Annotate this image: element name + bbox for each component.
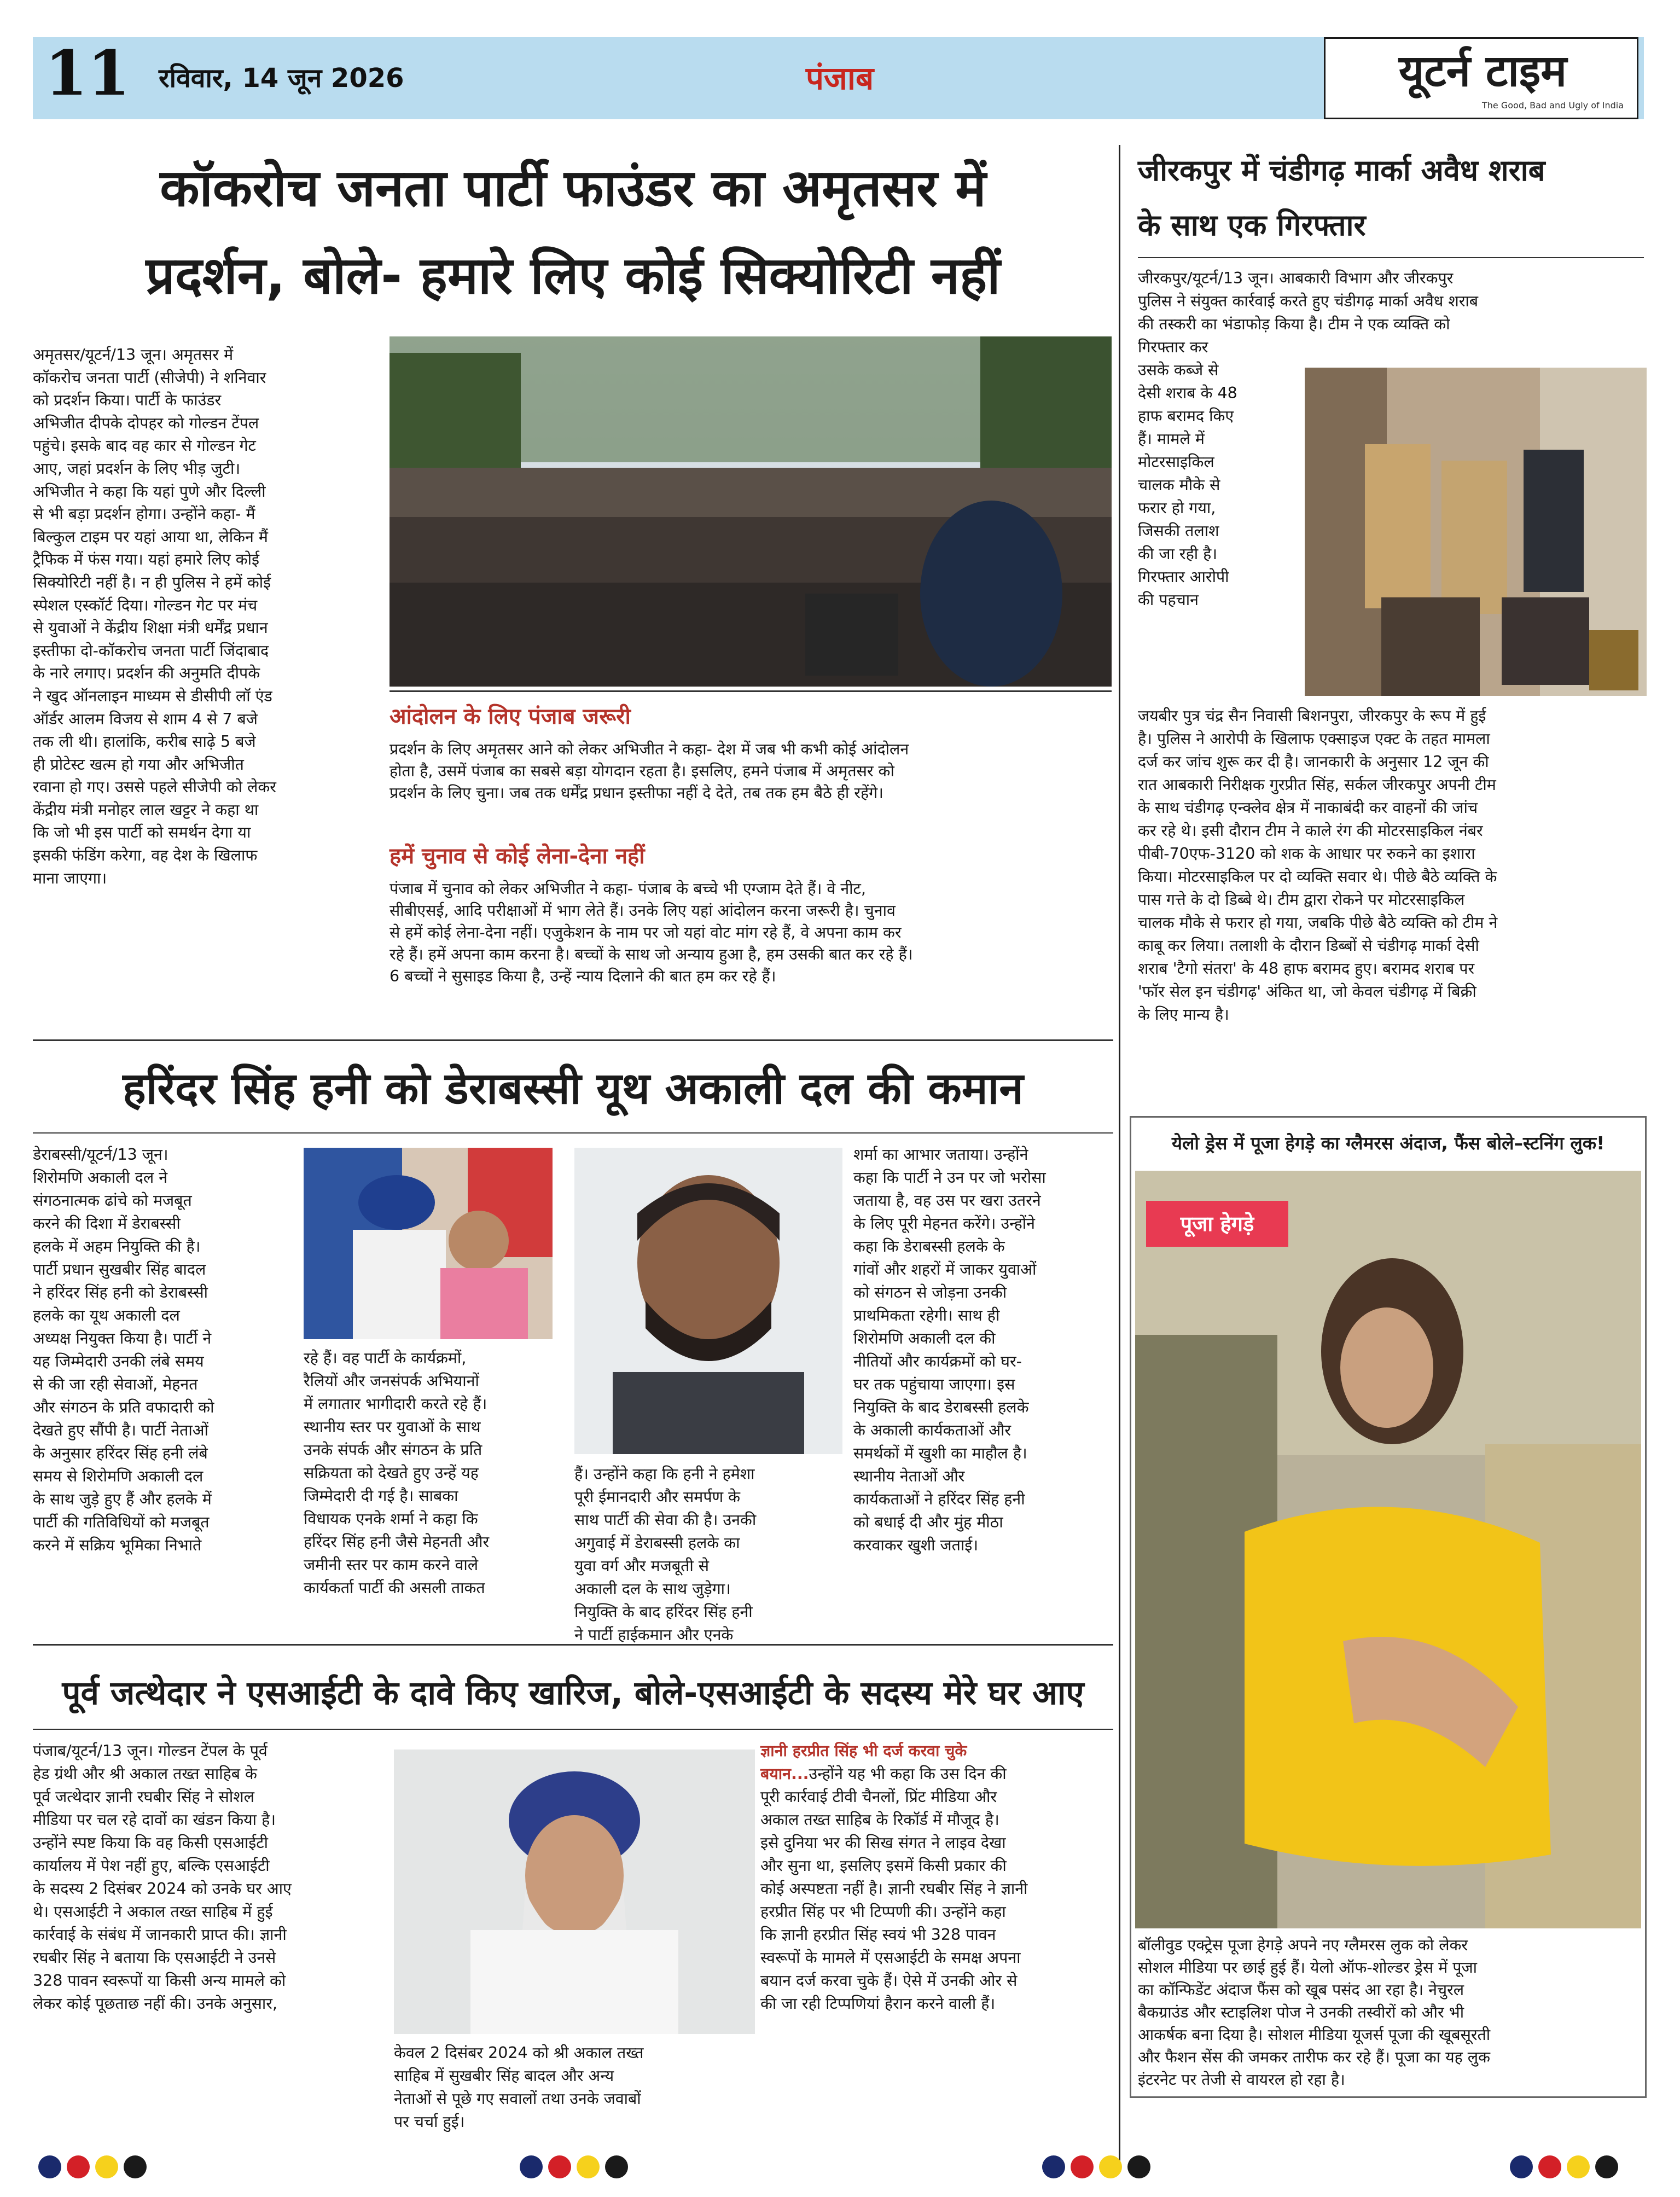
- story5-headline: पूर्व जत्थेदार ने एसआईटी के दावे किए खारिज, बोले-एसआईटी के सदस्य मेरे घर आए: [62, 1674, 1084, 1712]
- story2-narrow: [1138, 336, 1297, 612]
- text-line: हलके में अहम नियुक्ति की है।: [33, 1237, 201, 1256]
- text-line: अभिजीत दीपके दोपहर को गोल्डन टेंपल: [33, 414, 259, 432]
- text-line: जयबीर पुत्र चंद्र सैन निवासी बिशनपुरा, जीरकपुर के रूप में हुई: [1138, 707, 1486, 725]
- text-line: पार्टी प्रधान सुखबीर सिंह बादल: [33, 1260, 206, 1278]
- text-line: माना जाएगा।: [33, 869, 107, 887]
- text-line: ने हरिंदर सिंह हनी को डेराबस्सी: [33, 1283, 208, 1301]
- text-line: डेराबस्सी/यूटर्न/13 जून।: [33, 1146, 168, 1164]
- text-line: तक ली थी। हालांकि, करीब साढ़े 5 बजे: [33, 733, 256, 751]
- text-line: पूरी ईमानदारी और समर्पण के: [574, 1488, 741, 1506]
- story1-col1: [33, 344, 377, 890]
- story5-col3-lead-rest: उन्होंने यह भी कहा कि उस दिन की: [809, 1765, 1007, 1783]
- yellow-dot: [577, 2155, 600, 2178]
- text-line: से की जा रही सेवाओं, मेहनत: [33, 1375, 198, 1393]
- text-line: साथ पार्टी की सेवा की है। उनकी: [574, 1511, 757, 1529]
- text-line: गिरफ्तार आरोपी: [1138, 568, 1229, 586]
- story1-subhead1: आंदोलन के लिए पंजाब जरूरी: [390, 704, 631, 729]
- text-line: के नारे लगाए। प्रदर्शन की अनुमति दीपके: [33, 664, 260, 683]
- story5-jathedar-photo: [394, 1750, 755, 2034]
- text-line: ही प्रोटेस्ट खत्म हो गया और अभिजीत: [33, 755, 244, 774]
- text-line: है। पुलिस ने आरोपी के खिलाफ एक्साइज एक्ट के तहत मामला: [1138, 730, 1490, 748]
- text-line: के सदस्य 2 दिसंबर 2024 को उनके घर आए: [33, 1880, 292, 1898]
- text-line: 6 बच्चों ने सुसाइड किया है, उन्हें न्याय दिलाने की बात हम कर रहे हैं।: [390, 967, 776, 985]
- text-line: हेड ग्रंथी और श्री अकाल तख्त साहिब के: [33, 1765, 257, 1783]
- text-line: रहे हैं। हमें अपना काम करना है। बच्चों के साथ जो अन्याय हुआ है, हम उसकी बात कर रहे हैं।: [390, 945, 913, 963]
- text-line: होता है, उसमें पंजाब का सबसे बड़ा योगदान रहता है। इसलिए, हमने पंजाब में अमृतसर को: [390, 762, 894, 780]
- text-line: इसकी फंडिंग करेगा, वह देश के खिलाफ: [33, 846, 258, 865]
- story5-col3-lead: [760, 1740, 1113, 1763]
- text-line: कॉकरोच जनता पार्टी (सीजेपी) ने शनिवार: [33, 368, 266, 387]
- text-line: को प्रदर्शन किया। पार्टी के फाउंडर: [33, 391, 222, 410]
- text-line: शर्मा का आभार जताया। उन्होंने: [853, 1146, 1028, 1164]
- story5-col2: [394, 2042, 755, 2134]
- text-line: के अनुसार हरिंदर सिंह हनी लंबे: [33, 1444, 208, 1462]
- text-line: अध्यक्ष नियुक्त किया है। पार्टी ने: [33, 1329, 212, 1347]
- story2-headline-rule: [1138, 257, 1644, 258]
- section-name: पंजाब: [805, 60, 874, 97]
- text-line: चालक मौके से फरार हो गया, जबकि पीछे बैठे व्यक्ति को टीम ने: [1138, 914, 1498, 932]
- text-line: कि जो भी इस पार्टी को समर्थन देगा या: [33, 823, 251, 842]
- text-line: कार्यकर्ता पार्टी की असली ताकत: [304, 1579, 485, 1597]
- text-line: कर रहे थे। इसी दौरान टीम ने काले रंग की मोटरसाइकिल नंबर: [1138, 822, 1483, 840]
- text-line: मीडिया पर चल रहे दावों का खंडन किया है।: [33, 1811, 276, 1829]
- text-line: बॉलीवुड एक्ट्रेस पूजा हेगड़े अपने नए ग्लैमरस लुक को लेकर: [1138, 1936, 1468, 1954]
- text-line: हरप्रीत सिंह पर भी टिप्पणी की। उन्होंने कहा: [760, 1903, 1006, 1921]
- text-line: गांवों और शहरों में जाकर युवाओं: [853, 1260, 1037, 1278]
- story2-headline-line2: के साथ एक गिरफ्तार: [1138, 208, 1366, 242]
- navy-dot: [1510, 2155, 1533, 2178]
- text-line: बैकग्राउंड और स्टाइलिश पोज ने उनकी तस्वीरों को और भी: [1138, 2003, 1464, 2021]
- text-line: हैं। मामले में: [1138, 430, 1205, 448]
- text-line: की जा रही है।: [1138, 545, 1218, 563]
- text-line: कि ज्ञानी हरप्रीत सिंह स्वयं भी 328 पावन: [760, 1926, 996, 1944]
- story4-body: [1138, 1934, 1638, 2091]
- text-line: सक्रियता को देखते हुए उन्हें यह: [304, 1464, 479, 1482]
- story3-headline-rule: [33, 1132, 1113, 1134]
- text-line: विधायक एनके शर्मा ने कहा कि: [304, 1510, 478, 1528]
- story5-col3-lead-red2: बयान...: [760, 1765, 809, 1783]
- text-line: इस्तीफा दो-कॉकरोच जनता पार्टी जिंदाबाद: [33, 641, 269, 660]
- masthead-tagline: The Good, Bad and Ugly of India: [1482, 100, 1624, 111]
- story3-headline: हरिंदर सिंह हनी को डेराबस्सी यूथ अकाली दल की कमान: [123, 1063, 1024, 1114]
- story1-divider: [390, 690, 1112, 692]
- story4-actress-photo: [1135, 1171, 1641, 1928]
- text-line: फरार हो गया,: [1138, 499, 1216, 517]
- text-line: सोशल मीडिया पर छाई हुई हैं। येलो ऑफ-शोल्डर ड्रेस में पूजा: [1138, 1958, 1478, 1977]
- story2-bottom: [1138, 705, 1647, 1026]
- story1-headline-line1: कॉकरोच जनता पार्टी फाउंडर का अमृतसर में: [160, 159, 986, 218]
- text-line: की पहचान: [1138, 591, 1199, 609]
- story4-name-tag: पूजा हेगड़े: [1146, 1201, 1288, 1247]
- text-line: में लगातार भागीदारी करते रहे हैं।: [304, 1395, 487, 1413]
- color-dots-right-center: [1042, 2155, 1150, 2178]
- color-dots-right: [1510, 2155, 1618, 2178]
- text-line: करने में सक्रिय भूमिका निभाते: [33, 1536, 202, 1554]
- text-line: ट्रैफिक में फंस गया। यहां हमारे लिए कोई: [33, 550, 260, 569]
- text-line: प्रदर्शन के लिए चुना। जब तक धर्मेंद्र प्रधान इस्तीफा नहीं दे देते, तब तक हम बैठे ही रहेंगे।: [390, 784, 883, 802]
- column-divider: [1119, 145, 1120, 2172]
- text-line: से युवाओं ने केंद्रीय शिक्षा मंत्री धर्मेंद्र प्रधान: [33, 619, 268, 637]
- text-line: 'फॉर सेल इन चंडीगढ़' अंकित था, जो केवल चंडीगढ़ में बिक्री: [1138, 983, 1476, 1001]
- text-line: रघबीर सिंह ने बताया कि एसआईटी ने उनसे: [33, 1949, 276, 1967]
- story1-protest-photo: [390, 336, 1112, 687]
- red-dot: [1538, 2155, 1561, 2178]
- story2-headline-line1: जीरकपुर में चंडीगढ़ मार्का अवैध शराब: [1138, 153, 1545, 188]
- text-line: के अकाली कार्यकताओं और: [853, 1421, 1012, 1439]
- story1-sub2-body: [390, 878, 1112, 987]
- yellow-dot: [1567, 2155, 1590, 2178]
- text-line: पूरी कार्रवाई टीवी चैनलों, प्रिंट मीडिया और: [760, 1788, 997, 1806]
- text-line: के लिए मान्य है।: [1138, 1005, 1229, 1024]
- text-line: ने पार्टी हाईकमान और एनके: [574, 1626, 734, 1644]
- text-line: थे। एसआईटी ने अकाल तख्त साहिब में हुई: [33, 1903, 273, 1921]
- text-line: नियुक्ति के बाद डेराबस्सी हलके: [853, 1398, 1029, 1416]
- story3-honey-portrait: [574, 1148, 842, 1454]
- page-number: 11: [45, 38, 130, 109]
- text-line: कार्रवाई के संबंध में जानकारी प्राप्त की। ज्ञानी: [33, 1926, 287, 1944]
- text-line: हलके का यूथ अकाली दल: [33, 1306, 180, 1324]
- text-line: पीबी-70एफ-3120 को शक के आधार पर रुकने का इशारा: [1138, 845, 1475, 863]
- text-line: से हमें कोई लेना-देना नहीं। एजुकेशन के नाम पर जो यहां वोट मांग रहे हैं, वे अपना काम कर: [390, 923, 902, 941]
- story5-col3-lead-red: ज्ञानी हरप्रीत सिंह भी दर्ज करवा चुके: [760, 1742, 967, 1760]
- text-line: को संगठन से जोड़ना उनकी: [853, 1283, 1007, 1301]
- black-dot: [605, 2155, 628, 2178]
- text-line: लेकर कोई पूछताछ नहीं की। उनके अनुसार,: [33, 1995, 277, 2013]
- story2-top: [1138, 267, 1647, 336]
- text-line: को बधाई दी और मुंह मीठा: [853, 1513, 1003, 1531]
- text-line: की जा रही टिप्पणियां हैरान करने वाली हैं।: [760, 1995, 996, 2013]
- text-line: पार्टी की गतिविधियों को मजबूत: [33, 1513, 210, 1531]
- text-line: समर्थकों में खुशी का माहौल है।: [853, 1444, 1027, 1462]
- text-line: साहिब में सुखबीर सिंह बादल और अन्य: [394, 2067, 614, 2085]
- text-line: अकाली दल के साथ जुड़ेगा।: [574, 1580, 731, 1598]
- story1-sub1-body: [390, 739, 1112, 804]
- text-line: अमृतसर/यूटर्न/13 जून। अमृतसर में: [33, 346, 234, 364]
- story4-banner: येलो ड्रेस में पूजा हेगड़े का ग्लैमरस अंदाज, फैंस बोले–स्टनिंग लुक!: [1171, 1132, 1605, 1154]
- text-line: पर चर्चा हुई।: [394, 2113, 465, 2131]
- navy-dot: [1042, 2155, 1065, 2178]
- text-line: और फैशन सेंस की जमकर तारीफ कर रहे हैं। पूजा का यह लुक: [1138, 2048, 1491, 2066]
- story3-top-rule: [33, 1039, 1113, 1041]
- text-line: किया। मोटरसाइकिल पर दो व्यक्ति सवार थे। पीछे बैठे व्यक्ति के: [1138, 868, 1497, 886]
- story1-headline-line2: प्रदर्शन, बोले- हमारे लिए कोई सिक्योरिटी नहीं: [146, 246, 1001, 306]
- text-line: मोटरसाइकिल: [1138, 453, 1214, 471]
- text-line: देसी शराब के 48: [1138, 384, 1237, 402]
- text-line: पहुंचे। इसके बाद वह कार से गोल्डन गेट: [33, 437, 256, 455]
- text-line: बयान दर्ज करवा चुके हैं। ऐसे में उनकी ओर से: [760, 1972, 1018, 1990]
- story3-col4: [853, 1143, 1111, 1557]
- story1-subhead2: हमें चुनाव से कोई लेना-देना नहीं: [390, 844, 645, 869]
- text-line: 328 पावन स्वरूपों या किसी अन्य मामले को: [33, 1972, 286, 1990]
- story3-col2: [304, 1347, 555, 1600]
- text-line: गिरफ्तार कर: [1138, 338, 1208, 356]
- masthead-logo: [1324, 37, 1638, 119]
- text-line: जताया है, वह उस पर खरा उतरने: [853, 1192, 1041, 1210]
- text-line: चालक मौके से: [1138, 476, 1220, 494]
- text-line: दर्ज कर जांच शुरू कर दी है। जानकारी के अनुसार 12 जून की: [1138, 753, 1489, 771]
- text-line: स्थानीय नेताओं और: [853, 1467, 965, 1485]
- black-dot: [124, 2155, 147, 2178]
- story5-headline-rule: [33, 1729, 1113, 1730]
- text-line: हैं। उन्होंने कहा कि हनी ने हमेशा: [574, 1465, 755, 1483]
- text-line: नेताओं से पूछे गए सवालों तथा उनके जवाबों: [394, 2090, 641, 2108]
- text-line: नियुक्ति के बाद हरिंदर सिंह हनी: [574, 1603, 753, 1621]
- text-line: ऑर्डर आलम विजय से शाम 4 से 7 बजे: [33, 710, 258, 728]
- text-line: का कॉन्फिडेंट अंदाज फैंस को खूब पसंद आ रहा है। नेचुरल: [1138, 1981, 1464, 1999]
- text-line: जमीनी स्तर पर काम करने वाले: [304, 1556, 479, 1574]
- text-line: अकाल तख्त साहिब के रिकॉर्ड में मौजूद है।: [760, 1811, 999, 1829]
- text-line: इसे दुनिया भर की सिख संगत ने लाइव देखा: [760, 1834, 1006, 1852]
- text-line: रात आबकारी निरीक्षक गुरप्रीत सिंह, सर्कल जीरकपुर अपनी टीम: [1138, 776, 1496, 794]
- text-line: से भी बड़ा प्रदर्शन होगा। उन्होंने कहा- मैं: [33, 505, 255, 524]
- text-line: रवाना हो गए। उससे पहले सीजेपी को लेकर: [33, 778, 276, 797]
- text-line: समय से शिरोमणि अकाली दल: [33, 1467, 204, 1485]
- story3-col1: [33, 1143, 290, 1557]
- text-line: जीरकपुर/यूटर्न/13 जून। आबकारी विभाग और जीरकपुर: [1138, 269, 1454, 287]
- story5-col3-lead2: [760, 1763, 1113, 1786]
- text-line: जिसकी तलाश: [1138, 522, 1219, 540]
- text-line: करने की दिशा में डेराबस्सी: [33, 1214, 181, 1233]
- story3-badal-photo: [304, 1148, 553, 1339]
- text-line: पंजाब में चुनाव को लेकर अभिजीत ने कहा- पंजाब के बच्चे भी एग्जाम देते हैं। वे नीट,: [390, 880, 866, 898]
- color-dots-center: [520, 2155, 628, 2178]
- yellow-dot: [95, 2155, 118, 2178]
- story5-col3-body: [760, 1786, 1113, 2015]
- text-line: करवाकर खुशी जताई।: [853, 1536, 979, 1554]
- text-line: केंद्रीय मंत्री मनोहर लाल खट्टर ने कहा था: [33, 800, 259, 819]
- text-line: हाफ बरामद किए: [1138, 407, 1234, 425]
- text-line: और सुना था, इसलिए इसमें किसी प्रकार की: [760, 1857, 1007, 1875]
- navy-dot: [520, 2155, 543, 2178]
- text-line: उसके कब्जे से: [1138, 361, 1219, 379]
- story5-top-rule: [33, 1644, 1113, 1646]
- text-line: शिरोमणि अकाली दल ने: [33, 1169, 168, 1187]
- red-dot: [1071, 2155, 1094, 2178]
- color-dots-left: [38, 2155, 147, 2178]
- text-line: हरिंदर सिंह हनी जैसे मेहनती और: [304, 1533, 490, 1551]
- text-line: कोई अस्पष्टता नहीं है। ज्ञानी रघबीर सिंह ने ज्ञानी: [760, 1880, 1028, 1898]
- text-line: कार्यालय में पेश नहीं हुए, बल्कि एसआईटी: [33, 1857, 270, 1875]
- text-line: ने खुद ऑनलाइन माध्यम से डीसीपी लॉ एंड: [33, 687, 272, 705]
- story5-col3: [760, 1740, 1113, 2015]
- navy-dot: [38, 2155, 61, 2178]
- text-line: जिम्मेदारी दी गई है। साबका: [304, 1487, 458, 1505]
- text-line: संगठनात्मक ढांचे को मजबूत: [33, 1192, 192, 1210]
- page-date: रविवार, 14 जून 2026: [159, 63, 404, 94]
- text-line: केवल 2 दिसंबर 2024 को श्री अकाल तख्त: [394, 2044, 644, 2062]
- text-line: और संगठन के प्रति वफादारी को: [33, 1398, 214, 1416]
- text-line: स्पेशल एस्कॉर्ट दिया। गोल्डन गेट पर मंच: [33, 596, 258, 614]
- text-line: काबू कर लिया। तलाशी के दौरान डिब्बों से चंडीगढ़ मार्का देसी: [1138, 937, 1479, 955]
- text-line: यह जिम्मेदारी उनकी लंबे समय: [33, 1352, 204, 1370]
- text-line: कहा कि डेराबस्सी हलके के: [853, 1237, 1005, 1256]
- text-line: सिक्योरिटी नहीं है। न ही पुलिस ने हमें कोई: [33, 573, 271, 591]
- text-line: शिरोमणि अकाली दल की: [853, 1329, 996, 1347]
- text-line: इंटरनेट पर तेजी से वायरल हो रहा है।: [1138, 2071, 1345, 2089]
- story2-arrest-photo: [1305, 368, 1647, 696]
- text-line: उनके संपर्क और संगठन के प्रति: [304, 1441, 483, 1459]
- text-line: के लिए पूरी मेहनत करेंगे। उन्होंने: [853, 1214, 1035, 1233]
- text-line: सीबीएसई, आदि परीक्षाओं में भाग लेते हैं। उनके लिए यहां आंदोलन करना जरूरी है। चुनाव: [390, 902, 896, 920]
- story3-col3: [574, 1463, 842, 1647]
- text-line: पास गत्ते के दो डिब्बे थे। टीम द्वारा रोकने पर मोटरसाइकिल: [1138, 891, 1465, 909]
- text-line: पंजाब/यूटर्न/13 जून। गोल्डन टेंपल के पूर्व: [33, 1742, 268, 1760]
- text-line: नीतियों और कार्यक्रमों को घर-: [853, 1352, 1022, 1370]
- text-line: युवा वर्ग और मजबूती से: [574, 1557, 710, 1575]
- text-line: स्वरूपों के मामले में एसआईटी के समक्ष अपना: [760, 1949, 1021, 1967]
- text-line: उन्होंने स्पष्ट किया कि वह किसी एसआईटी: [33, 1834, 268, 1852]
- red-dot: [67, 2155, 90, 2178]
- text-line: देखते हुए सौंपी है। पार्टी नेताओं: [33, 1421, 208, 1439]
- text-line: आकर्षक बना दिया है। सोशल मीडिया यूजर्स पूजा की खूबसूरती: [1138, 2026, 1491, 2044]
- story5-col1: [33, 1740, 383, 2015]
- text-line: अगुवाई में डेराबस्सी हलके का: [574, 1534, 740, 1552]
- yellow-dot: [1099, 2155, 1122, 2178]
- text-line: स्थानीय स्तर पर युवाओं के साथ: [304, 1418, 481, 1436]
- text-line: प्राथमिकता रहेगी। साथ ही: [853, 1306, 1000, 1324]
- text-line: शराब 'टैगो संतरा' के 48 हाफ बरामद हुए। बरामद शराब पर: [1138, 960, 1475, 978]
- text-line: बिल्कुल टाइम पर यहां आया था, लेकिन मैं: [33, 527, 268, 546]
- text-line: रहे हैं। वह पार्टी के कार्यक्रमों,: [304, 1349, 467, 1367]
- black-dot: [1127, 2155, 1150, 2178]
- text-line: की तस्करी का भंडाफोड़ किया है। टीम ने एक व्यक्ति को: [1138, 315, 1450, 333]
- text-line: पूर्व जत्थेदार ज्ञानी रघबीर सिंह ने सोशल: [33, 1788, 254, 1806]
- red-dot: [548, 2155, 571, 2178]
- text-line: कार्यकताओं ने हरिंदर सिंह हनी: [853, 1490, 1025, 1508]
- text-line: प्रदर्शन के लिए अमृतसर आने को लेकर अभिजीत ने कहा- देश में जब भी कभी कोई आंदोलन: [390, 740, 909, 758]
- text-line: के साथ जुड़े हुए हैं और हलके में: [33, 1490, 212, 1508]
- text-line: कहा कि पार्टी ने उन पर जो भरोसा: [853, 1169, 1046, 1187]
- text-line: आए, जहां प्रदर्शन के लिए भीड़ जुटी।: [33, 459, 241, 478]
- text-line: रैलियों और जनसंपर्क अभियानों: [304, 1372, 479, 1390]
- text-line: पुलिस ने संयुक्त कार्रवाई करते हुए चंडीगढ़ मार्का अवैध शराब: [1138, 292, 1479, 310]
- black-dot: [1595, 2155, 1618, 2178]
- text-line: घर तक पहुंचाया जाएगा। इस: [853, 1375, 1015, 1393]
- text-line: अभिजीत ने कहा कि यहां पुणे और दिल्ली: [33, 482, 266, 501]
- text-line: के साथ चंडीगढ़ एन्क्लेव क्षेत्र में नाकाबंदी कर वाहनों की जांच: [1138, 799, 1478, 817]
- masthead-title: यूटर्न टाइम: [1398, 45, 1567, 96]
